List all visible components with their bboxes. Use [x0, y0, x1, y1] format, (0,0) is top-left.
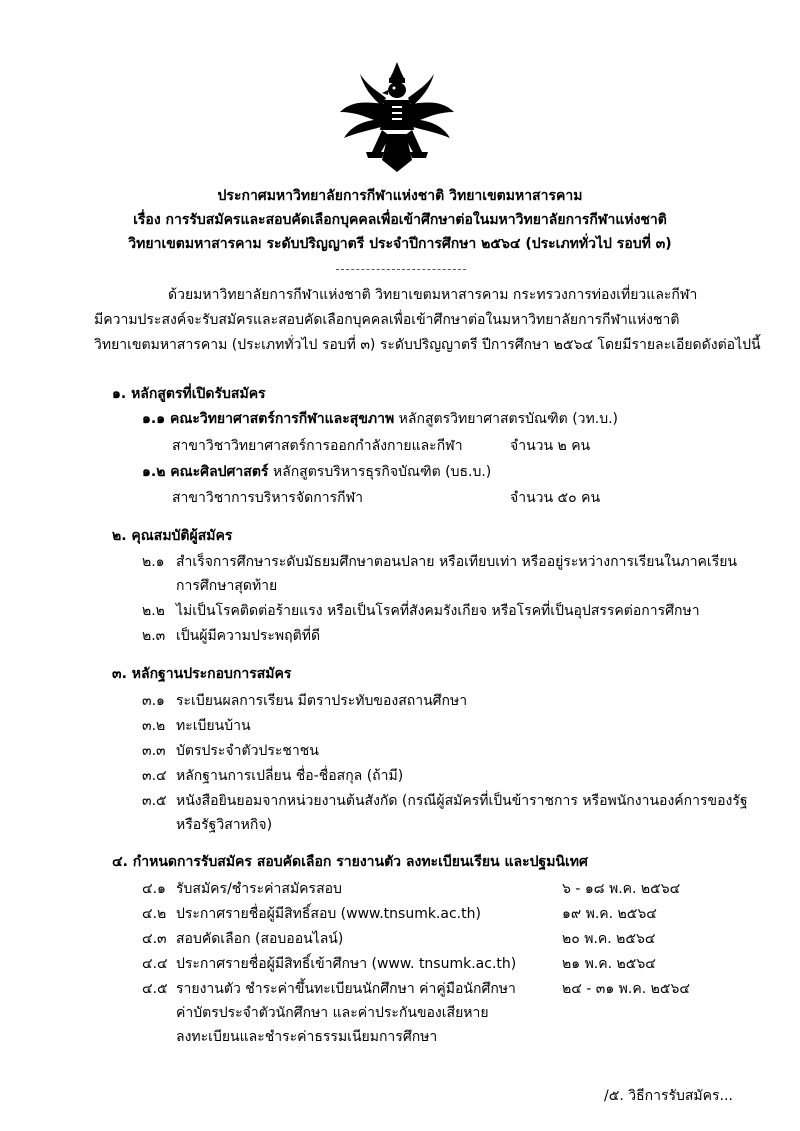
section-4-heading: ๔. กำหนดการรับสมัคร สอบคัดเลือก รายงานตัว ลงทะเบียนเรียน และปฐมนิเทศ: [112, 854, 588, 870]
item-3-2-text: ทะเบียนบ้าน: [176, 718, 251, 734]
item-4-1-date: ๖ - ๑๘ พ.ค. ๒๕๖๔: [562, 881, 681, 897]
item-2-1-line-1: สำเร็จการศึกษาระดับมัธยมศึกษาตอนปลาย หรือเทียบเท่า หรืออยู่ระหว่างการเรียนในภาคเรียน: [176, 554, 738, 570]
item-4-5-line-1: รายงานตัว ชำระค่าขึ้นทะเบียนนักศึกษา ค่าคู่มือนักศึกษา: [176, 981, 516, 997]
item-3-4-number: ๓.๔: [142, 768, 167, 784]
item-3-5-number: ๓.๕: [142, 793, 167, 809]
item-4-1-number: ๔.๑: [142, 881, 166, 897]
item-2-1-number: ๒.๑: [142, 554, 165, 570]
item-3-1-number: ๓.๑: [142, 693, 165, 709]
item-4-2-date: ๑๙ พ.ค. ๒๕๖๔: [562, 906, 657, 922]
item-4-2-text: ประกาศรายชื่อผู้มีสิทธิ์สอบ (www.tnsumk.ac.th): [176, 906, 481, 922]
item-4-2-number: ๔.๒: [142, 906, 167, 922]
item-3-5-line-2: หรือรัฐวิสาหกิจ): [176, 817, 273, 833]
section-3-heading: ๓. หลักฐานประกอบการสมัคร: [112, 666, 292, 682]
item-2-2-number: ๒.๒: [142, 603, 165, 619]
item-3-1-text: ระเบียนผลการเรียน มีตราประทับของสถานศึกษา: [176, 693, 468, 709]
item-4-5-line-3: ลงทะเบียนและชำระค่าธรรมเนียมการศึกษา: [176, 1029, 438, 1045]
header-line-1: ประกาศมหาวิทยาลัยการกีฬาแห่งชาติ วิทยาเขตมหาสารคาม: [217, 188, 583, 204]
item-4-1-text: รับสมัคร/ชำระค่าสมัครสอบ: [176, 881, 342, 897]
program-1-2-degree: หลักสูตรบริหารธุรกิจบัณฑิต (บธ.บ.): [272, 464, 492, 480]
item-3-5-line-1: หนังสือยินยอมจากหน่วยงานต้นสังกัด (กรณีผู้สมัครที่เป็นข้าราชการ หรือพนักงานองค์การของรัฐ: [176, 793, 748, 809]
item-3-3-text: บัตรประจำตัวประชาชน: [176, 743, 319, 759]
major-1-1-count: จำนวน ๒ คน: [510, 438, 591, 454]
item-4-5-line-2: ค่าบัตรประจำตัวนักศึกษา และค่าประกันของเสียหาย: [176, 1005, 489, 1021]
program-1-2: [142, 462, 491, 482]
major-1-1: สาขาวิชาวิทยาศาสตร์การออกกำลังกายและกีฬา: [172, 438, 463, 454]
program-1-1-degree: หลักสูตรวิทยาศาสตรบัณฑิต (วท.บ.): [398, 411, 619, 427]
program-1-1: [142, 409, 618, 429]
major-1-2-count: จำนวน ๕๐ คน: [510, 490, 601, 506]
item-2-2-text: ไม่เป็นโรคติดต่อร้ายแรง หรือเป็นโรคที่สังคมรังเกียจ หรือโรคที่เป็นอุปสรรคต่อการศึกษา: [176, 603, 700, 619]
item-3-3-number: ๓.๓: [142, 743, 166, 759]
item-4-3-text: สอบคัดเลือก (สอบออนไลน์): [176, 931, 344, 947]
item-4-5-number: ๔.๕: [142, 981, 168, 997]
section-1-heading: ๑. หลักสูตรที่เปิดรับสมัคร: [112, 386, 266, 402]
item-2-1-line-2: การศึกษาสุดท้าย: [176, 578, 278, 594]
garuda-emblem-icon: [338, 60, 456, 178]
item-3-2-number: ๓.๒: [142, 718, 166, 734]
intro-line-2: มีความประสงค์จะรับสมัครและสอบคัดเลือกบุคคลเพื่อเข้าศึกษาต่อในมหาวิทยาลัยการกีฬาแห่งชาติ: [94, 312, 680, 328]
header-separator: [336, 269, 466, 270]
item-2-3-number: ๒.๓: [142, 628, 166, 644]
item-4-4-date: ๒๑ พ.ค. ๒๕๖๔: [562, 956, 656, 972]
faculty-1-1-name: ๑.๑ คณะวิทยาศาสตร์การกีฬาและสุขภาพ: [142, 411, 395, 427]
item-3-4-text: หลักฐานการเปลี่ยน ชื่อ-ชื่อสกุล (ถ้ามี): [176, 768, 404, 784]
item-4-5-date: ๒๔ - ๓๑ พ.ค. ๒๕๖๔: [562, 981, 690, 997]
intro-line-3: วิทยาเขตมหาสารคาม (ประเภททั่วไป รอบที่ ๓) ระดับปริญญาตรี ปีการศึกษา ๒๕๖๔ โดยมีรายละเอียดดังต่อไปนี้: [94, 337, 761, 353]
continued-note: /๕. วิธีการรับสมัคร...: [604, 1088, 733, 1104]
item-2-3-text: เป็นผู้มีความประพฤติที่ดี: [176, 628, 321, 644]
item-4-4-text: ประกาศรายชื่อผู้มีสิทธิ์เข้าศึกษา (www. tnsumk.ac.th): [176, 956, 517, 972]
section-2-heading: ๒. คุณสมบัติผู้สมัคร: [112, 528, 233, 544]
header-line-3: วิทยาเขตมหาสารคาม ระดับปริญญาตรี ประจำปีการศึกษา ๒๕๖๔ (ประเภททั่วไป รอบที่ ๓): [128, 236, 672, 252]
major-1-2: สาขาวิชาการบริหารจัดการกีฬา: [172, 490, 363, 506]
header-subject-line: เรื่อง การรับสมัครและสอบคัดเลือกบุคคลเพื่อเข้าศึกษาต่อในมหาวิทยาลัยการกีฬาแห่งชาติ: [133, 212, 667, 228]
faculty-1-2-name: ๑.๒ คณะศิลปศาสตร์: [142, 464, 269, 480]
item-4-3-date: ๒๐ พ.ค. ๒๕๖๔: [562, 931, 656, 947]
item-4-4-number: ๔.๔: [142, 956, 168, 972]
intro-line-1: ด้วยมหาวิทยาลัยการกีฬาแห่งชาติ วิทยาเขตมหาสารคาม กระทรวงการท่องเที่ยวและกีฬา: [168, 287, 698, 303]
item-4-3-number: ๔.๓: [142, 931, 167, 947]
